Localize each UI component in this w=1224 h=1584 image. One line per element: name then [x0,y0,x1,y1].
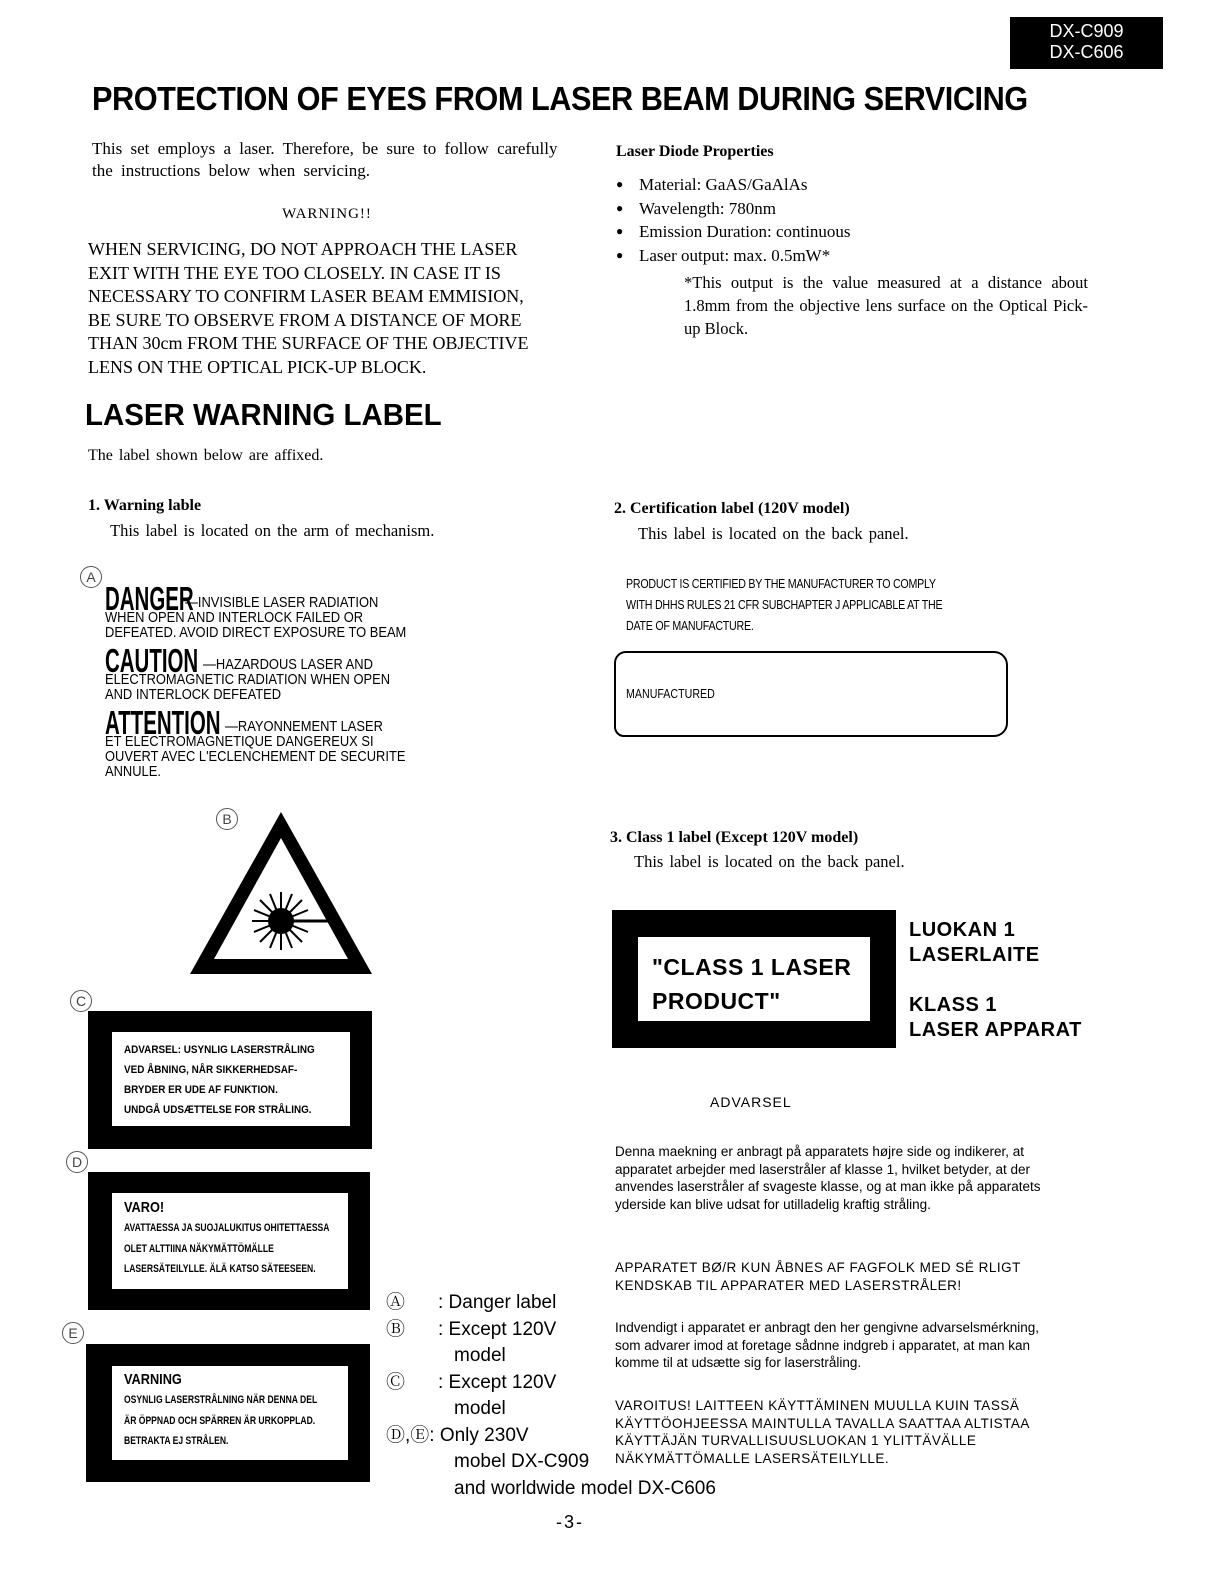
class-1-line: "CLASS 1 LASER [652,954,852,980]
label-e-marker: E [62,1322,84,1344]
danger-line: WHEN OPEN AND INTERLOCK FAILED OR [105,609,364,626]
laser-diode-item: ● Emission Duration: continuous [616,220,1096,244]
label-d-heading: VARO! [124,1199,165,1216]
warning-line: THAN 30cm FROM THE SURFACE OF THE OBJECTIVE [88,333,529,353]
class-label-title: 3. Class 1 label (Except 120V model) [610,829,859,846]
attention-line: OUVERT AVEC L'ECLENCHEMENT DE SECURITE [105,748,406,765]
advarsel-heading: ADVARSEL [710,1094,792,1110]
warning-lable-desc: This label is located on the arm of mechanism. [110,521,435,540]
legend [386,1290,716,1502]
legend-b-text: : Except 120V [438,1318,557,1340]
advarsel-paragraph-2: APPARATET BØ/R KUN ÅBNES AF FAGFOLK MED SÉ RLIGT KENDSKAB TIL APPARATER MED LASERSTRÅLER! [615,1260,1021,1293]
class-1-label-text [652,950,851,1018]
laser-diode-item: ● Material: GaAS/GaAlAs [616,173,1096,197]
danger-word: DANGER [105,580,194,617]
cert-label-title: 2. Certification label (120V model) [614,500,850,517]
legend-a [386,1290,716,1317]
label-e-line: BETRAKTA EJ STRÅLEN. [124,1435,229,1447]
legend-c-text: : Except 120V [438,1371,557,1393]
caution-line: —HAZARDOUS LASER AND [203,656,373,673]
warning-line: EXIT WITH THE EYE TOO CLOSELY. IN CASE IT IS [88,262,501,283]
label-c-line: UNDGÅ UDSÆTTELSE FOR STRÅLING. [124,1104,312,1116]
legend-de-mark: Ⓓ,Ⓔ [386,1424,430,1446]
label-c-line: BRYDER ER UDE AF FUNKTION. [124,1084,278,1096]
legend-b-cont: model [454,1345,506,1366]
model-name-2: DX-C606 [1049,42,1124,62]
warning-heading: WARNING!! [282,206,372,222]
warning-line: NECESSARY TO CONFIRM LASER BEAM EMMISION, [88,286,524,306]
laser-diode-list [616,173,1096,267]
warning-lable-title: 1. Warning lable [88,497,202,514]
attention-word: ATTENTION [105,704,221,741]
cert-label-text [626,573,1012,636]
cert-line: DATE OF MANUFACTURE. [626,618,754,633]
attention-line: —RAYONNEMENT LASER [225,718,383,735]
label-d-line: AVATTAESSA JA SUOJALUKITUS OHITETTAESSA [124,1222,330,1234]
page-title: PROTECTION OF EYES FROM LASER BEAM DURING SERVICING [92,80,1028,117]
class-1-finnish [909,918,1040,968]
label-e-heading: VARNING [124,1371,182,1388]
class-1-sv-line: KLASS 1 [909,994,997,1016]
section-title: LASER WARNING LABEL [85,397,442,432]
cert-label-desc: This label is located on the back panel. [638,524,909,543]
label-c-line: ADVARSEL: USYNLIG LASERSTRÅLING [124,1044,315,1056]
legend-b [386,1317,716,1344]
label-e-line: OSYNLIG LASERSTRÅLNING NÄR DENNA DEL [124,1394,318,1406]
advarsel-paragraph-3: Indvendigt i apparatet er anbragt den her gengivne advarselsmérkning, som advarer imod at foretage sådnne indgreb i apparatet, at man kan komme til at udsætte sig for laserstråling. [615,1320,1040,1370]
legend-de-cont: mobel DX-C909 [454,1451,590,1472]
danger-line: —INVISIBLE LASER RADIATION [185,594,379,611]
class-1-sv-line: LASER APPARAT [909,1019,1082,1041]
legend-de-text: : Only 230V [429,1424,529,1446]
manufactured-label: MANUFACTURED [626,686,715,701]
legend-c-cont: model [454,1398,506,1419]
advarsel-paragraph-4: VAROITUS! LAITTEEN KÄYTTÄMINEN MUULLA KUIN TASSÄ KÄYTTÖOHJEESSA MAINTULLA TAVALLA SAATTAA ALTISTAA KÄYTTÄJÄN TURVALLISUUSLUOKAN 1 YLITTÄVÄLLE NÄKYMÄTTÖMALLE LASERSÄTEILYLLE. [615,1398,1030,1466]
label-d-line: LASERSÄTEILYLLE. ÄLÄ KATSO SÄTEESEEN. [124,1263,316,1275]
legend-c [386,1370,716,1397]
advarsel-paragraph-1: Denna maekning er anbragt på apparatets højre side og indikerer, at apparatet arbejder med laserstråler af klasse 1, hvilket betyder, at der anvendes laserstråler af svageste klasse, og at man ikke på apparatets yderside kan blive udsat for utilladelig kraftig stråling. [615,1144,1041,1212]
label-b-marker: B [216,808,238,830]
legend-c-mark: Ⓒ [386,1371,406,1393]
model-badge [1010,17,1163,69]
manufactured-box [614,651,1008,737]
caution-word: CAUTION [105,642,199,679]
label-d-text [124,1199,387,1280]
model-name-1: DX-C909 [1049,21,1124,41]
laser-output-note: *This output is the value measured at a distance about 1.8mm from the objective lens surface on the Optical Pick-up Block. [684,273,1088,338]
legend-de-cont-2: and worldwide model DX-C606 [454,1477,716,1499]
class-1-line: PRODUCT" [652,988,781,1014]
label-c-marker: C [70,990,92,1012]
legend-a-text: : Danger label [438,1292,557,1313]
class-1-swedish [909,993,1082,1043]
label-e-text [124,1371,372,1452]
warning-text [88,238,558,379]
laser-diode-item: ● Wavelength: 780nm [616,197,1096,221]
laser-hazard-triangle-icon [186,808,376,980]
class-1-fi-line: LUOKAN 1 [909,919,1016,941]
warning-line: WHEN SERVICING, DO NOT APPROACH THE LASER [88,239,518,259]
warning-line: BE SURE TO OBSERVE FROM A DISTANCE OF MORE [88,309,522,330]
attention-line: ET ELECTROMAGNETIQUE DANGEREUX SI [105,733,374,750]
laser-diode-item: ● Laser output: max. 0.5mW* [616,244,1096,268]
cert-line: PRODUCT IS CERTIFIED BY THE MANUFACTURER TO COMPLY [626,576,936,591]
label-c-line: VED ÅBNING, NÅR SIKKERHEDSAF- [124,1064,298,1076]
label-e-line: ÄR ÖPPNAD OCH SPÄRREN ÄR URKOPPLAD. [124,1414,316,1427]
danger-line: DEFEATED. AVOID DIRECT EXPOSURE TO BEAM [105,624,407,641]
label-d-line: OLET ALTTIINA NÄKYMÄTTÖMÄLLE [124,1242,274,1255]
cert-line: WITH DHHS RULES 21 CFR SUBCHAPTER J APPLICABLE AT THE [626,597,943,612]
caution-line: AND INTERLOCK DEFEATED [105,686,282,703]
attention-line: ANNULE. [105,763,161,780]
label-a-marker: A [80,566,102,588]
legend-a-mark: Ⓐ [386,1292,406,1313]
warning-line: LENS ON THE OPTICAL PICK-UP BLOCK. [88,356,427,377]
intro-text: This set employs a laser. Therefore, be sure to follow carefully the instructions below when servicing. [92,139,558,180]
label-c-text [124,1040,336,1120]
legend-b-mark: Ⓑ [386,1318,406,1340]
class-label-desc: This label is located on the back panel. [634,852,905,871]
section-subtitle: The label shown below are affixed. [88,447,324,464]
caution-line: ELECTROMAGNETIC RADIATION WHEN OPEN [105,671,391,688]
laser-diode-title: Laser Diode Properties [616,143,774,160]
class-1-fi-line: LASERLAITE [909,944,1040,966]
page-number: -3- [556,1512,584,1532]
label-d-marker: D [66,1151,88,1173]
legend-de [386,1423,716,1450]
